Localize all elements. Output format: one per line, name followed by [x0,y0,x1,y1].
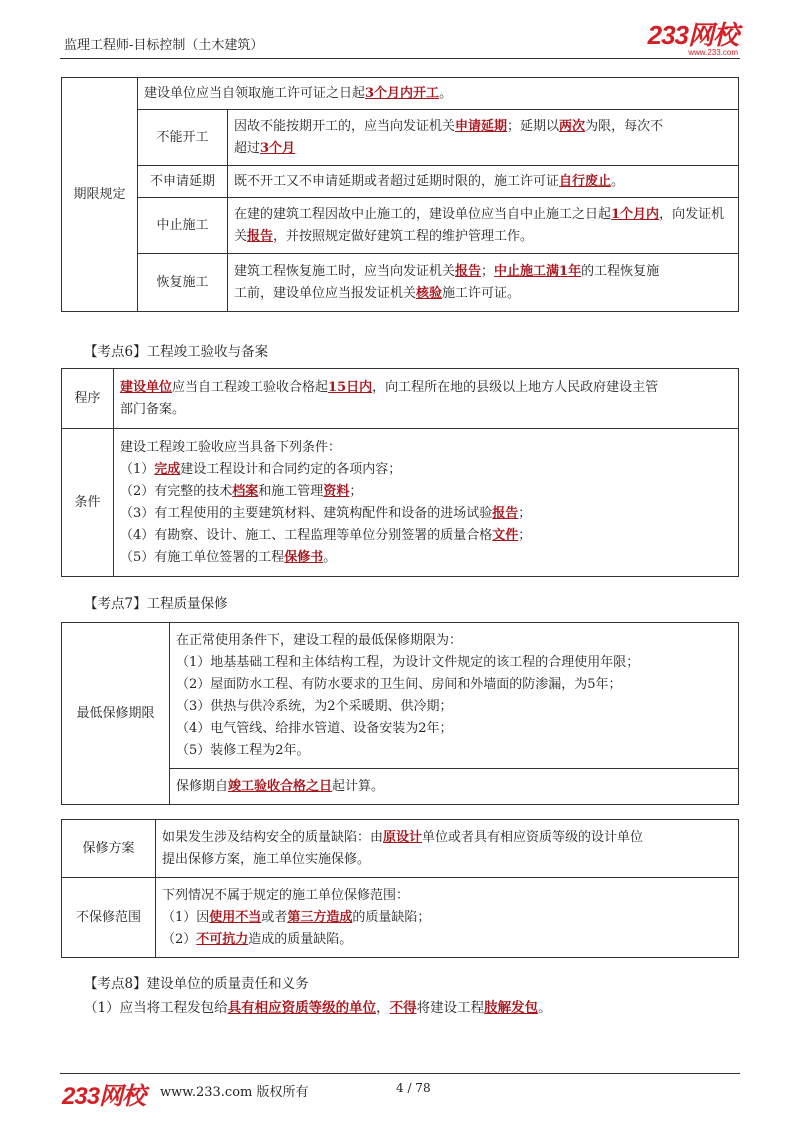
row-label-procedure: 程序 [62,369,114,429]
period-rules-table [61,77,739,312]
header-title: 监理工程师-目标控制（土木建筑） [64,38,264,53]
section-heading-8: 【考点8】建设单位的质量责任和义务 [84,976,309,992]
plan-text: 如果发生涉及结构安全的质量缺陷：由原设计单位或者具有相应资质等级的设计单位 提出保修方案，施工单位实施保修。 [156,820,739,878]
rule-no-extension: 既不开工又不申请延期或者超过延期时限的，施工许可证自行废止。 [228,166,739,198]
section-heading-7: 【考点7】工程质量保修 [84,596,228,612]
period-rules-label: 期限规定 [62,78,138,312]
warranty-start: 保修期自竣工验收合格之日起计算。 [170,769,739,805]
rule-cannot-start: 因故不能按期开工的，应当向发证机关申请延期；延期以两次为限，每次不 超过3个月 [228,110,739,166]
row-label-conditions: 条件 [62,429,114,577]
row-label-plan: 保修方案 [62,820,156,878]
page-number: 4 / 78 [396,1081,431,1095]
logo-url: www.233.com [688,48,738,57]
footer-divider [60,1073,740,1074]
exclusions-text: 下列情况不属于规定的施工单位保修范围： （1）因使用不当或者第三方造成的质量缺陷； （2）不可抗力造成的质量缺陷。 [156,878,739,958]
logo-text: 233网校 [647,20,738,50]
row-label-no-extension: 不申请延期 [138,166,228,198]
row-label-resume: 恢复施工 [138,254,228,312]
rule-resume: 建筑工程恢复施工时，应当向发证机关报告；中止施工满1年的工程恢复施 工前，建设单位应当报发证机关核验施工许可证。 [228,254,739,312]
procedure-text: 建设单位应当自工程竣工验收合格起15日内，向工程所在地的县级以上地方人民政府建设主管 部门备案。 [114,369,739,429]
rule-suspend: 在建的建筑工程因故中止施工的，建设单位应当自中止施工之日起1个月内，向发证机关报告，并按照规定做好建筑工程的维护管理工作。 [228,198,739,254]
section-8-point-1: （1）应当将工程发包给具有相应资质等级的单位，不得将建设工程肢解发包。 [84,1000,552,1016]
section-heading-6: 【考点6】工程竣工验收与备案 [84,344,269,360]
period-start-rule: 建设单位应当自领取施工许可证之日起3个月内开工。 [138,78,739,110]
warranty-plan-table [61,819,739,958]
completion-table [61,368,739,577]
row-label-suspend: 中止施工 [138,198,228,254]
conditions-text: 建设工程竣工验收应当具备下列条件： （1）完成建设工程设计和合同约定的各项内容； （2）有完整的技术档案和施工管理资料； （3）有工程使用的主要建筑材料、建筑构配件和设备的进场试验报告； （4）有勘察、设计、施工、工程监理等单位分别签署的质量合格文件； （5）有施工单位签署的工程保修书。 [114,429,739,577]
warranty-periods: 在正常使用条件下，建设工程的最低保修期限为： （1）地基基础工程和主体结构工程，为设计文件规定的该工程的合理使用年限； （2）屋面防水工程、有防水要求的卫生间、房间和外墙面的防渗漏，为5年； （3）供热与供冷系统，为2个采暖期、供冷期； （4）电气管线、给排水管道、设备安装为2年； （5）装修工程为2年。 [170,623,739,769]
row-label-min-warranty: 最低保修期限 [62,623,170,805]
row-label-cannot-start: 不能开工 [138,110,228,166]
footer-site: www.233.com 版权所有 [160,1085,309,1100]
warranty-period-table [61,622,739,805]
header-divider [60,58,740,59]
row-label-exclusions: 不保修范围 [62,878,156,958]
footer-logo[interactable]: 233网校 [62,1083,146,1110]
brand-logo[interactable] [648,22,738,57]
